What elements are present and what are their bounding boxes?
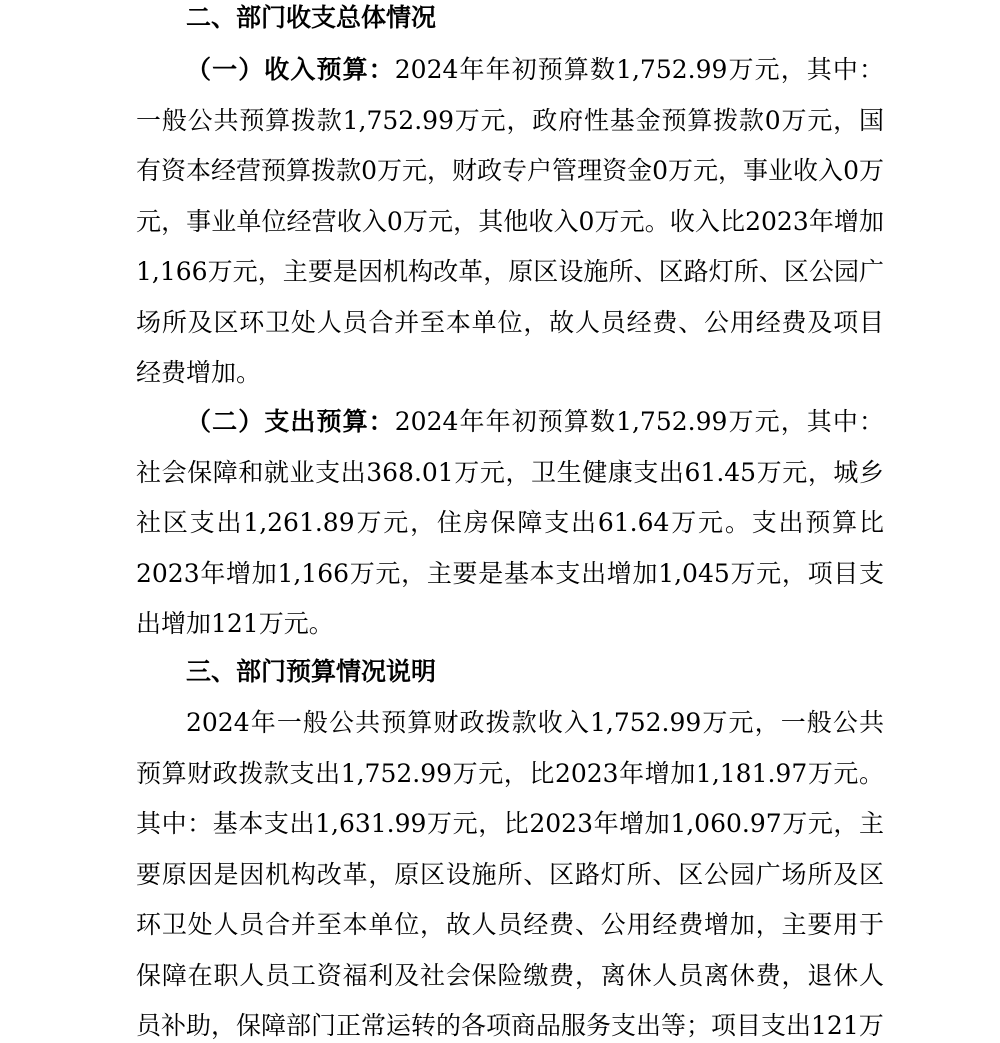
section-heading-budget-explanation: 三、部门预算情况说明 xyxy=(186,657,437,686)
expenditure-budget-paragraph xyxy=(136,397,884,650)
income-budget-label: （一）收入预算： xyxy=(186,55,395,84)
income-budget-text: 2024年年初预算数1,752.99万元，其中：一般公共预算拨款1,752.99万元，政府性基金预算拨款0万元，国有资本经营预算拨款0万元，财政专户管理资金0万元，事业收入0万元，事业单位经营收入0万元，其他收入0万元。收入比2023年增加1,166万元，主要是因机构改革，原区设施所、区路灯所、区公园广场所及区环卫处人员合并至本单位，故人员经费、公用经费及项目经费增加。 xyxy=(136,55,884,387)
expenditure-budget-label: （二）支出预算： xyxy=(186,407,395,436)
section-heading-overall-budget: 二、部门收支总体情况 xyxy=(186,3,437,32)
budget-explanation-paragraph: 2024年一般公共预算财政拨款收入1,752.99万元，一般公共预算财政拨款支出1,752.99万元，比2023年增加1,181.97万元。其中：基本支出1,631.99万元，比2023年增加1,060.97万元，主要原因是因机构改革，原区设施所、区路灯所、区公园广场所及区环卫处人员合并至本单位，故人员经费、公用经费增加，主要用于保障在职人员工资福利及社会保险缴费，离休人员离休费，退休人员补助，保障部门正常运转的各项商品服务支出等；项目支出121万 xyxy=(136,708,884,1040)
expenditure-budget-text: 2024年年初预算数1,752.99万元，其中：社会保障和就业支出368.01万元，卫生健康支出61.45万元，城乡社区支出1,261.89万元，住房保障支出61.64万元。支出预算比2023年增加1,166万元，主要是基本支出增加1,045万元，项目支出增加121万元。 xyxy=(136,407,884,638)
income-budget-paragraph xyxy=(136,45,884,399)
